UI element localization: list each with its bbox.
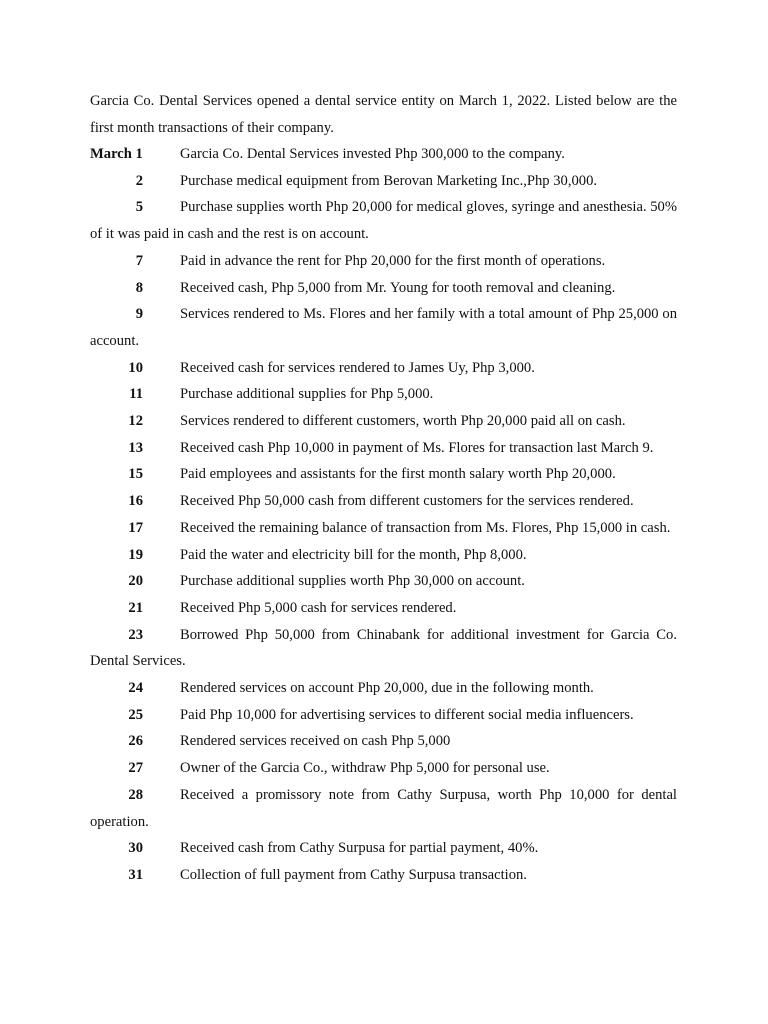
transaction-row <box>90 461 677 488</box>
transaction-date: 7 <box>135 252 143 269</box>
transaction-description: Received a promissory note from Cathy Surpusa, worth Php 10,000 for dental operation. <box>90 786 677 830</box>
transaction-description: Purchase additional supplies worth Php 30,000 on account. <box>180 573 525 590</box>
transaction-row <box>90 542 677 569</box>
transaction-description: Received Php 5,000 cash for services rendered. <box>180 599 457 616</box>
transaction-description: Collection of full payment from Cathy Surpusa transaction. <box>180 866 527 883</box>
transaction-row <box>90 141 677 168</box>
transaction-row <box>90 301 677 354</box>
transaction-description: Paid employees and assistants for the first month salary worth Php 20,000. <box>180 466 616 483</box>
transaction-description: Received cash Php 10,000 in payment of Ms. Flores for transaction last March 9. <box>180 439 654 456</box>
transaction-date: March 1 <box>90 146 143 162</box>
transaction-description: Paid in advance the rent for Php 20,000 for the first month of operations. <box>180 252 606 269</box>
transaction-date: 30 <box>128 840 143 857</box>
transaction-row <box>90 381 677 408</box>
transaction-row <box>90 275 677 302</box>
transaction-date: 20 <box>128 573 143 590</box>
transaction-description: Garcia Co. Dental Services invested Php 300,000 to the company. <box>180 146 565 162</box>
transaction-description: Purchase supplies worth Php 20,000 for medical gloves, syringe and anesthesia. 50% of it was paid in cash and the rest is on account. <box>90 199 677 243</box>
transaction-date: 26 <box>128 733 143 750</box>
transaction-date: 17 <box>128 519 143 536</box>
transaction-description: Received the remaining balance of transaction from Ms. Flores, Php 15,000 in cash. <box>180 519 671 536</box>
transaction-date: 16 <box>128 493 143 510</box>
transaction-date: 25 <box>128 706 143 723</box>
transaction-list <box>90 141 677 889</box>
transaction-row <box>90 622 677 675</box>
transaction-row <box>90 435 677 462</box>
transaction-row <box>90 408 677 435</box>
transaction-date: 2 <box>135 172 143 189</box>
transaction-row <box>90 568 677 595</box>
transaction-description: Services rendered to different customers, worth Php 20,000 paid all on cash. <box>180 413 626 430</box>
transaction-date: 5 <box>135 199 143 216</box>
transaction-description: Received cash for services rendered to James Uy, Php 3,000. <box>180 359 535 376</box>
transaction-description: Received cash from Cathy Surpusa for partial payment, 40%. <box>180 840 539 857</box>
transaction-row <box>90 194 677 247</box>
transaction-date: 31 <box>128 866 143 883</box>
transaction-description: Purchase medical equipment from Berovan Marketing Inc.,Php 30,000. <box>180 172 598 189</box>
transaction-date: 28 <box>128 786 143 803</box>
transaction-date: 27 <box>128 760 143 777</box>
transaction-date: 8 <box>135 279 143 296</box>
transaction-description: Services rendered to Ms. Flores and her family with a total amount of Php 25,000 on account. <box>90 306 677 349</box>
transaction-description: Received Php 50,000 cash from different customers for the services rendered. <box>180 493 634 510</box>
transaction-row <box>90 248 677 275</box>
transaction-date: 11 <box>129 386 143 403</box>
transaction-description: Received cash, Php 5,000 from Mr. Young for tooth removal and cleaning. <box>180 279 616 296</box>
transaction-description: Borrowed Php 50,000 from Chinabank for additional investment for Garcia Co. Dental Services. <box>90 626 677 670</box>
transaction-description: Owner of the Garcia Co., withdraw Php 5,000 for personal use. <box>180 760 550 777</box>
transaction-row <box>90 862 677 889</box>
transaction-row <box>90 168 677 195</box>
transaction-row <box>90 755 677 782</box>
transaction-date: 10 <box>128 359 143 376</box>
transaction-date: 21 <box>128 599 143 616</box>
document-page <box>90 88 677 889</box>
transaction-date: 12 <box>128 413 143 430</box>
transaction-description: Paid the water and electricity bill for the month, Php 8,000. <box>180 546 527 563</box>
transaction-row <box>90 728 677 755</box>
transaction-date: 23 <box>128 626 143 643</box>
transaction-description: Rendered services received on cash Php 5,000 <box>180 733 451 750</box>
intro-paragraph: Garcia Co. Dental Services opened a dental service entity on March 1, 2022. Listed below are the first month transactions of their company. <box>90 93 677 136</box>
transaction-date: 24 <box>128 680 143 697</box>
transaction-row <box>90 488 677 515</box>
transaction-description: Rendered services on account Php 20,000, due in the following month. <box>180 680 594 697</box>
transaction-date: 19 <box>128 546 143 563</box>
transaction-date: 9 <box>135 306 143 323</box>
transaction-row <box>90 515 677 542</box>
transaction-row <box>90 835 677 862</box>
transaction-row <box>90 595 677 622</box>
transaction-date: 13 <box>128 439 143 456</box>
transaction-row <box>90 782 677 835</box>
transaction-row <box>90 675 677 702</box>
transaction-row <box>90 702 677 729</box>
transaction-description: Purchase additional supplies for Php 5,000. <box>180 386 434 403</box>
transaction-row <box>90 355 677 382</box>
transaction-description: Paid Php 10,000 for advertising services to different social media influencers. <box>180 706 634 723</box>
transaction-date: 15 <box>128 466 143 483</box>
